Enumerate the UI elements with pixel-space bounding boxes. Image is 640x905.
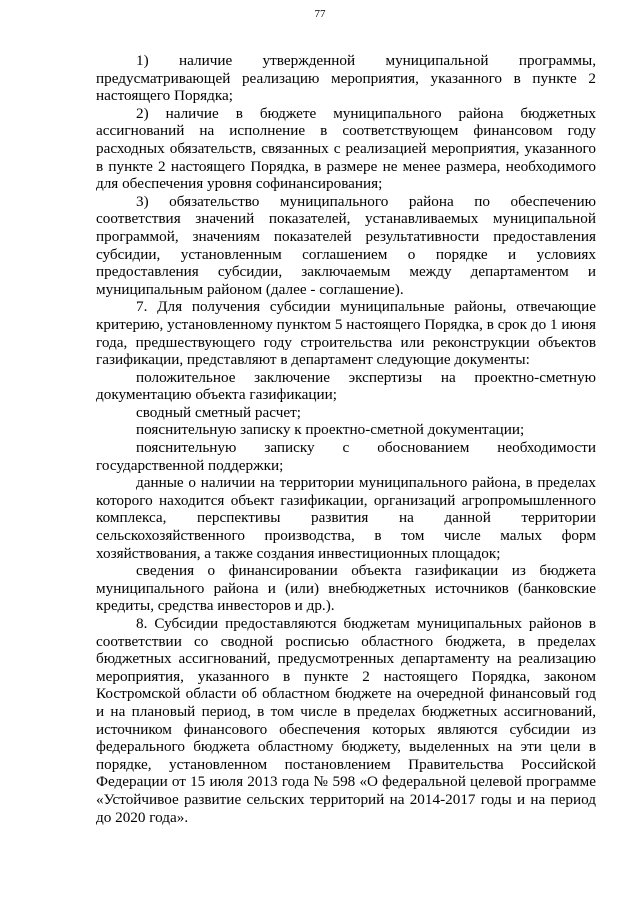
list-item-summary-estimate: сводный сметный расчет; — [136, 403, 301, 421]
list-item-financing-info: сведения о финансировании объекта газификации из бюджета муниципального района и (или) внебюджетных источников (банковские кредиты, средства инвесторов и др.). — [96, 562, 596, 615]
list-item-expert-conclusion: положительное заключение экспертизы на проектно-сметную документацию объекта газификации; — [96, 368, 596, 404]
list-item-territory-data: данные о наличии на территории муниципального района, в пределах которого находится объект газификации, организаций агропромышленного комплекса, перспективы развития на данной территории сельскохозяйственного производства, в том числе малых форм хозяйствования, а также создания инвестиционных площадок; — [96, 474, 596, 562]
paragraph-item-1: 1) наличие утвержденной муниципальной программы, предусматривающей реализацию мероприятия, указанного в пункте 2 настоящего Порядка; — [96, 52, 596, 105]
page-number: 77 — [314, 8, 326, 20]
paragraph-section-7: 7. Для получения субсидии муниципальные районы, отвечающие критерию, установленному пунктом 5 настоящего Порядка, в срок до 1 июня года, предшествующего году строительства или реконструкции объектов газификации, представляют в департамент следующие документы: — [96, 298, 596, 369]
paragraph-item-2: 2) наличие в бюджете муниципального района бюджетных ассигнований на исполнение в соответствующем финансовом году расходных обязательств, связанных с реализацией мероприятия, указанного в пункте 2 настоящего Порядка, в размере не менее размера, необходимого для обеспечения уровня софинансирования; — [96, 104, 596, 193]
list-item-explanatory-note-justification: пояснительную записку с обоснованием необходимости государственной поддержки; — [96, 439, 596, 474]
paragraph-item-3: 3) обязательство муниципального района по обеспечению соответствия значений показателей, устанавливаемых муниципальной программой, значениям показателей результативности предоставления субсидии, установленным соглашением о порядке и условиях предоставления субсидии, заключаемым между департаментом и муниципальным районом (далее - соглашение). — [96, 192, 596, 298]
list-item-explanatory-note-design: пояснительную записку к проектно-сметной документации; — [136, 421, 525, 439]
paragraph-section-8: 8. Субсидии предоставляются бюджетам муниципальных районов в соответствии со сводной росписью областного бюджета, в пределах бюджетных ассигнований, предусмотренных департаменту на реализацию мероприятия, указанного в пункте 2 настоящего Порядка, законом Костромской области об областном бюджете на очередной финансовый год и на плановый период, в том числе в пределах бюджетных ассигнований, источником финансового обеспечения которых являются субсидии из федерального бюджета областному бюджету, выделенных на эти цели в порядке, установленном постановлением Правительства Российской Федерации от 15 июля 2013 года № 598 «О федеральной целевой программе «Устойчивое развитие сельских территорий на 2014-2017 годы и на период до 2020 года». — [96, 615, 596, 826]
document-body — [96, 52, 596, 826]
